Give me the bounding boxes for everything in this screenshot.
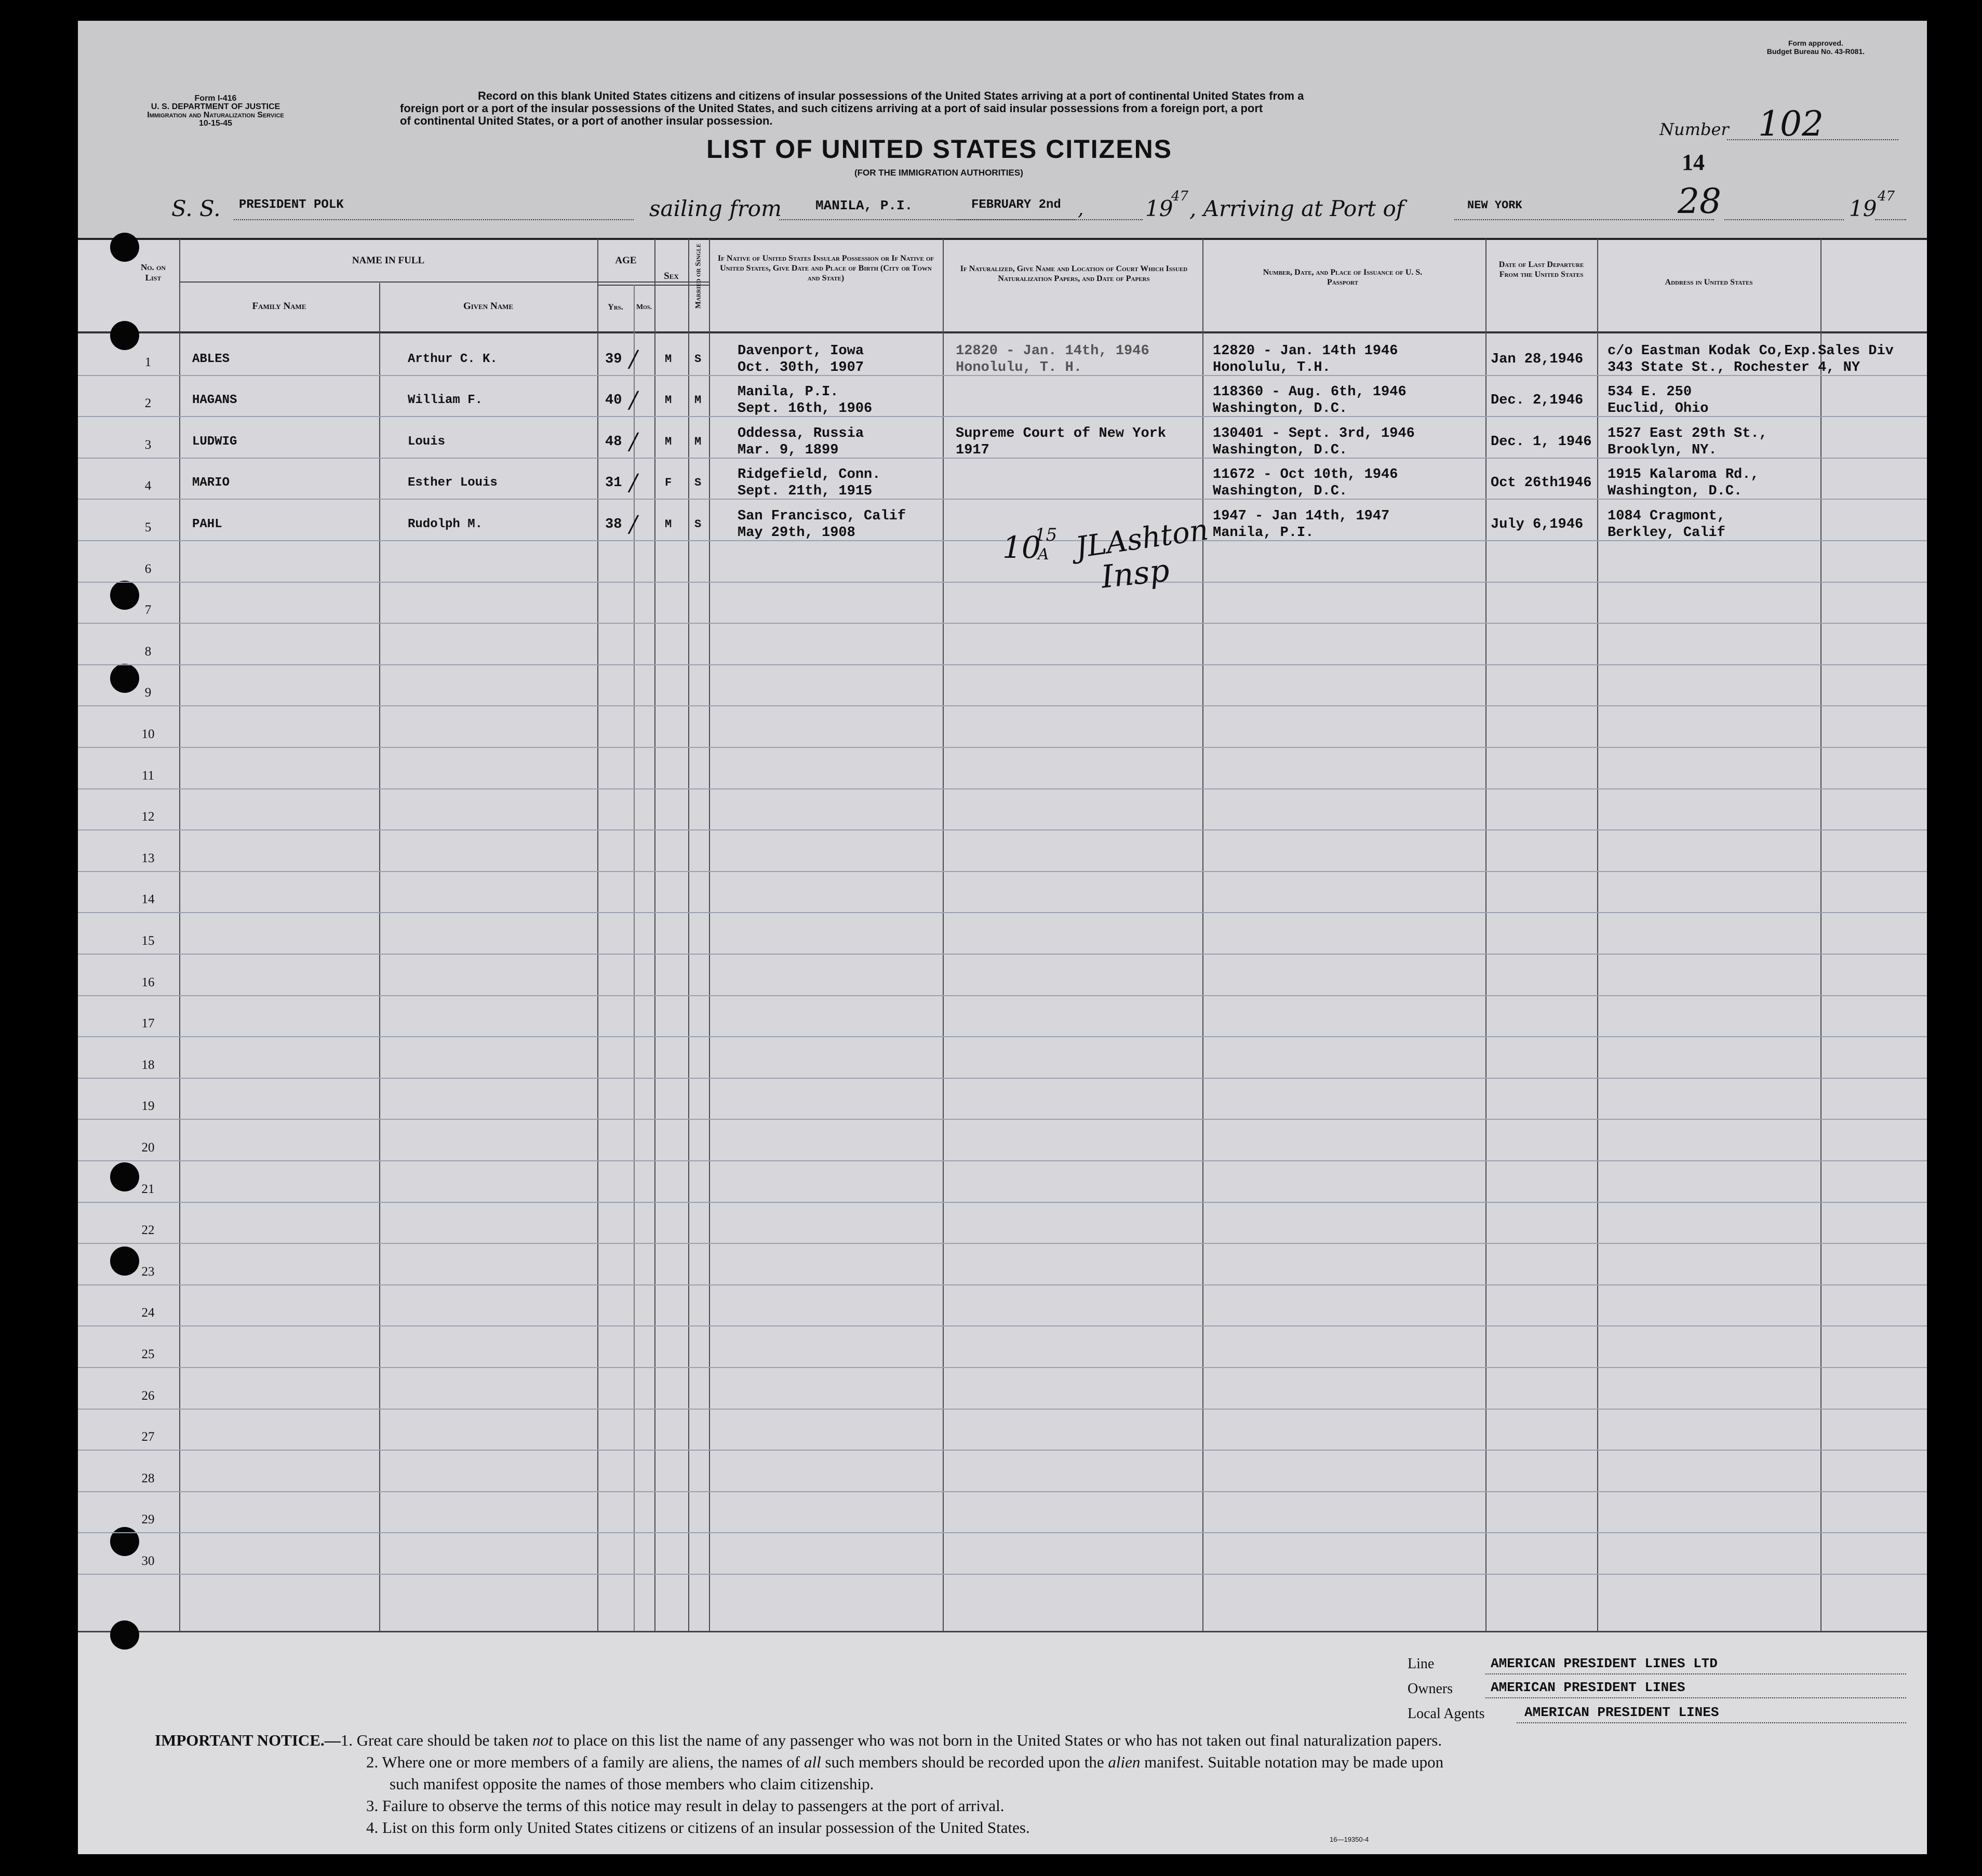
- notice-2-emphasis-1: all: [804, 1753, 821, 1771]
- notice-2a: 2. Where one or more members of a family are aliens, the names of: [366, 1753, 804, 1771]
- marital-status: M: [694, 394, 702, 407]
- budget-bureau: Budget Bureau No. 43-R081.: [1766, 47, 1865, 56]
- naturalization-date: 1917: [956, 442, 989, 458]
- row-number: 2: [144, 396, 152, 411]
- sex: M: [665, 352, 672, 366]
- notice-1-emphasis: not: [532, 1731, 553, 1749]
- sex: M: [665, 518, 672, 531]
- notice-2-cont: such manifest opposite the names of those members who claim citizenship.: [390, 1775, 874, 1793]
- page-number: 14: [1682, 150, 1705, 175]
- last-departure: Oct 26th1946: [1491, 475, 1592, 491]
- row-rule: [78, 1243, 1927, 1244]
- intro-text: [400, 90, 1304, 127]
- address-line-2: Euclid, Ohio: [1608, 401, 1709, 417]
- service: Immigration and Naturalization Service: [147, 111, 284, 119]
- row-rule: [78, 995, 1927, 996]
- passport-number-date: 12820 - Jan. 14th 1946: [1213, 343, 1398, 359]
- notice-title: IMPORTANT NOTICE.—: [155, 1731, 341, 1749]
- address-line-1: 1084 Cragmont,: [1608, 508, 1725, 524]
- row-rule: [78, 1450, 1927, 1451]
- row-rule: [78, 954, 1927, 955]
- header-age: AGE: [615, 255, 637, 266]
- marital-status: S: [694, 476, 702, 490]
- form-id-block: [127, 95, 304, 128]
- family-name: MARIO: [192, 476, 230, 490]
- row-rule: [78, 747, 1927, 748]
- row-number: 21: [141, 1182, 155, 1196]
- row-rule: [78, 1119, 1927, 1120]
- check-mark: /: [630, 511, 637, 538]
- arriving-label: , Arriving at Port of: [1189, 196, 1404, 221]
- row-number: 30: [141, 1554, 155, 1568]
- intro-line-2: foreign port or a port of the insular possessions of the United States, and such citizens arriving at a port of said insular possessions from a foreign port, a port: [400, 102, 1263, 115]
- arrival-year-suffix: 47: [1878, 189, 1895, 204]
- row-number: 17: [141, 1016, 155, 1031]
- family-name: LUDWIG: [192, 434, 237, 449]
- notice-1a: 1. Great care should be taken: [340, 1731, 533, 1749]
- row-number: 20: [141, 1141, 155, 1155]
- row-number: 27: [141, 1430, 155, 1444]
- line-label: Line: [1408, 1656, 1435, 1672]
- agents-value: AMERICAN PRESIDENT LINES: [1524, 1705, 1719, 1720]
- departure-date: FEBRUARY 2nd: [971, 198, 1061, 212]
- notice-2-emphasis-2: alien: [1108, 1753, 1141, 1771]
- birth-place: Manila, P.I.: [738, 384, 839, 400]
- department: U. S. DEPARTMENT OF JUSTICE: [151, 102, 280, 111]
- arrival-year-prefix: 19: [1849, 196, 1877, 221]
- birth-date: Sept. 16th, 1906: [738, 401, 873, 417]
- row-rule: [78, 1202, 1927, 1203]
- row-number: 12: [141, 810, 155, 824]
- row-rule: [78, 582, 1927, 583]
- year-prefix: 19: [1145, 196, 1173, 221]
- header-name-in-full: NAME IN FULL: [352, 255, 425, 266]
- birth-date: May 29th, 1908: [738, 525, 855, 541]
- sailing-label: sailing from: [649, 196, 782, 221]
- birth-place: Davenport, Iowa: [738, 343, 864, 359]
- row-number: 8: [144, 644, 152, 659]
- given-name: Rudolph M.: [408, 517, 483, 531]
- header-native: If Native of United States Insular Possession or If Native of United States, Give Date and Place of Birth (City or Town and State): [717, 254, 934, 283]
- notice-1b: to place on this list the name of any passenger who was not born in the United States or who has not taken out final naturalization papers.: [553, 1731, 1442, 1749]
- form-date: 10-15-45: [198, 119, 233, 128]
- row-rule: [78, 871, 1927, 872]
- intro-line-3: of continental United States, or a port of another insular possession.: [400, 114, 773, 127]
- departure-port: MANILA, P.I.: [815, 198, 913, 213]
- naturalization-court: Supreme Court of New York: [956, 425, 1167, 441]
- form-id: Form I-416: [194, 94, 237, 103]
- inspection-time: 10: [1002, 530, 1041, 565]
- row-number: 5: [144, 520, 152, 534]
- age-years: 48: [605, 434, 622, 450]
- passport-place: Washington, D.C.: [1213, 484, 1348, 500]
- birth-place: San Francisco, Calif: [738, 508, 906, 524]
- row-number: 16: [141, 975, 155, 989]
- header-yrs: Yrs.: [608, 303, 623, 312]
- row-number: 29: [141, 1512, 155, 1527]
- last-departure: Jan 28,1946: [1491, 351, 1584, 367]
- address-line-2: 343 State St., Rochester 4, NY: [1608, 359, 1860, 376]
- header-no-on-list: No. on List: [140, 262, 166, 283]
- row-number: 13: [141, 851, 155, 865]
- row-rule: [78, 1574, 1927, 1575]
- header-family-name: Family Name: [252, 301, 306, 312]
- age-years: 39: [605, 351, 622, 367]
- carrier-block: [1408, 1656, 1906, 1723]
- arrival-day: 28: [1678, 181, 1721, 221]
- passport-place: Washington, D.C.: [1213, 442, 1348, 458]
- row-number: 1: [144, 355, 152, 369]
- check-mark: /: [630, 345, 637, 372]
- header-married-single: Married or Single: [694, 243, 703, 309]
- row-rule: [78, 1284, 1927, 1285]
- row-rule: [78, 1409, 1927, 1410]
- address-line-2: Washington, D.C.: [1608, 484, 1743, 500]
- row-number: 3: [144, 437, 152, 452]
- given-name: Louis: [408, 434, 446, 449]
- notice-4: 4. List on this form only United States citizens or citizens of an insular possession of the United States.: [366, 1818, 1030, 1837]
- number-label: Number: [1659, 119, 1729, 139]
- inspector-title: Insp: [1099, 552, 1171, 596]
- age-years: 38: [605, 517, 622, 532]
- address-line-1: 1915 Kalaroma Rd.,: [1608, 467, 1759, 483]
- manifest-page: [78, 21, 1927, 1854]
- row-rule: [78, 1160, 1927, 1161]
- row-rule: [78, 912, 1927, 913]
- approval-block: [1767, 39, 1865, 56]
- header-naturalized: If Naturalized, Give Name and Location of Court Which Issued Naturalization Papers, and Date of Papers: [960, 264, 1188, 283]
- age-years: 31: [605, 475, 622, 491]
- row-number: 24: [141, 1306, 155, 1320]
- row-number: 26: [141, 1388, 155, 1403]
- marital-status: M: [694, 435, 702, 448]
- family-name: PAHL: [192, 517, 222, 531]
- passport-place: Honolulu, T.H.: [1213, 359, 1331, 376]
- arrival-port: NEW YORK: [1467, 199, 1522, 212]
- inspection-time-minutes: 15: [1035, 525, 1057, 545]
- birth-date: Oct. 30th, 1907: [738, 359, 864, 376]
- row-number: 19: [141, 1099, 155, 1114]
- row-number: 10: [141, 727, 155, 741]
- marital-status: S: [694, 518, 702, 531]
- row-number: 4: [144, 479, 152, 493]
- age-years: 40: [605, 393, 622, 409]
- passport-number-date: 130401 - Sept. 3rd, 1946: [1213, 425, 1415, 441]
- given-name: Arthur C. K.: [408, 352, 498, 366]
- page-subtitle: (FOR THE IMMIGRATION AUTHORITIES): [854, 168, 1023, 178]
- row-rule: [78, 1532, 1927, 1533]
- header-address: Address in United States: [1665, 278, 1753, 287]
- ss-label: S. S.: [171, 196, 221, 221]
- row-rule: [78, 1491, 1927, 1492]
- naturalization-court: 12820 - Jan. 14th, 1946: [956, 343, 1149, 359]
- family-name: ABLES: [192, 352, 230, 366]
- check-mark: /: [630, 470, 637, 497]
- family-name: HAGANS: [192, 393, 237, 408]
- check-mark: /: [630, 387, 637, 414]
- address-line-1: 1527 East 29th St.,: [1608, 425, 1767, 441]
- passport-number-date: 1947 - Jan 14th, 1947: [1213, 508, 1390, 524]
- check-mark: /: [630, 428, 637, 455]
- number-value: 102: [1758, 104, 1824, 144]
- row-number: 7: [144, 603, 152, 618]
- row-number: 14: [141, 892, 155, 907]
- row-rule: [78, 788, 1927, 789]
- last-departure: Dec. 2,1946: [1491, 393, 1584, 409]
- row-number: 11: [141, 768, 155, 783]
- row-number: 6: [144, 561, 152, 576]
- row-rule: [78, 664, 1927, 665]
- row-rule: [78, 705, 1927, 706]
- row-number: 18: [141, 1057, 155, 1072]
- given-name: William F.: [408, 393, 483, 408]
- notice-2b: such members should be recorded upon the: [821, 1753, 1108, 1771]
- birth-place: Oddessa, Russia: [738, 425, 864, 441]
- passport-place: Manila, P.I.: [1213, 525, 1314, 541]
- header-sex: Sex: [664, 271, 679, 282]
- row-number: 22: [141, 1223, 155, 1238]
- row-rule: [78, 1367, 1927, 1368]
- header-mos: Mos.: [636, 303, 652, 311]
- birth-date: Mar. 9, 1899: [738, 442, 839, 458]
- row-rule: [78, 1325, 1927, 1326]
- row-number: 28: [141, 1471, 155, 1485]
- row-number: 25: [141, 1347, 155, 1361]
- row-number: 15: [141, 934, 155, 948]
- number-field: [1659, 104, 1904, 144]
- year-suffix: 47: [1171, 189, 1189, 204]
- sex: M: [665, 394, 672, 407]
- notice-3: 3. Failure to observe the terms of this notice may result in delay to passengers at the port of arrival.: [366, 1797, 1005, 1815]
- marital-status: S: [694, 352, 702, 366]
- row-rule: [78, 1078, 1927, 1079]
- sex: M: [665, 435, 672, 448]
- owners-label: Owners: [1408, 1681, 1453, 1697]
- header-given-name: Given Name: [463, 301, 514, 312]
- birth-date: Sept. 21th, 1915: [738, 484, 873, 500]
- sex: F: [665, 476, 672, 490]
- address-line-2: Brooklyn, NY.: [1608, 442, 1717, 458]
- row-rule: [78, 1036, 1927, 1037]
- address-line-1: 534 E. 250: [1608, 384, 1692, 400]
- last-departure: July 6,1946: [1491, 517, 1584, 532]
- row-rule: [78, 829, 1927, 830]
- form-approved: Form approved.: [1788, 39, 1843, 47]
- row-number: 23: [141, 1264, 155, 1279]
- birth-place: Ridgefield, Conn.: [738, 467, 881, 483]
- given-name: Esther Louis: [408, 476, 498, 490]
- intro-line-1: Record on this blank United States citizens and citizens of insular possessions of the United States arriving at a port of continental United States from a: [478, 89, 1304, 102]
- header-last-departure: Date of Last Departure From the United States: [1498, 260, 1584, 279]
- agents-label: Local Agents: [1408, 1706, 1485, 1722]
- header-passport: Number, Date, and Place of Issuance of U. S. Passport: [1263, 268, 1423, 287]
- line-value: AMERICAN PRESIDENT LINES LTD: [1491, 1656, 1718, 1671]
- print-code: 16—19350-4: [1330, 1835, 1369, 1843]
- notice-2: [366, 1751, 1443, 1773]
- address-line-1: c/o Eastman Kodak Co,Exp.Sales Div: [1608, 343, 1894, 359]
- voyage-line: S. S. PRESIDENT POLK sailing from MANILA, P.I. , FEBRUARY 2nd 19 47 , Arriving at Port of NEW YORK 28 19 47: [171, 196, 1906, 227]
- inspector-signature: JLAshton: [1073, 513, 1211, 565]
- owners-value: AMERICAN PRESIDENT LINES: [1491, 1680, 1685, 1695]
- passport-number-date: 118360 - Aug. 6th, 1946: [1213, 384, 1407, 400]
- row-number: 9: [144, 686, 152, 700]
- notice-2c: manifest. Suitable notation may be made upon: [1140, 1753, 1444, 1771]
- naturalization-date: Honolulu, T. H.: [956, 359, 1082, 376]
- passport-place: Washington, D.C.: [1213, 401, 1348, 417]
- important-notice: [155, 1730, 1442, 1751]
- address-line-2: Berkley, Calif: [1608, 525, 1725, 541]
- page-title: LIST OF UNITED STATES CITIZENS: [706, 135, 1173, 164]
- last-departure: Dec. 1, 1946: [1491, 434, 1592, 450]
- inspection-time-meridiem: A: [1038, 545, 1049, 564]
- row-rule: [78, 623, 1927, 624]
- passport-number-date: 11672 - Oct 10th, 1946: [1213, 467, 1398, 483]
- ship-name: PRESIDENT POLK: [239, 198, 344, 212]
